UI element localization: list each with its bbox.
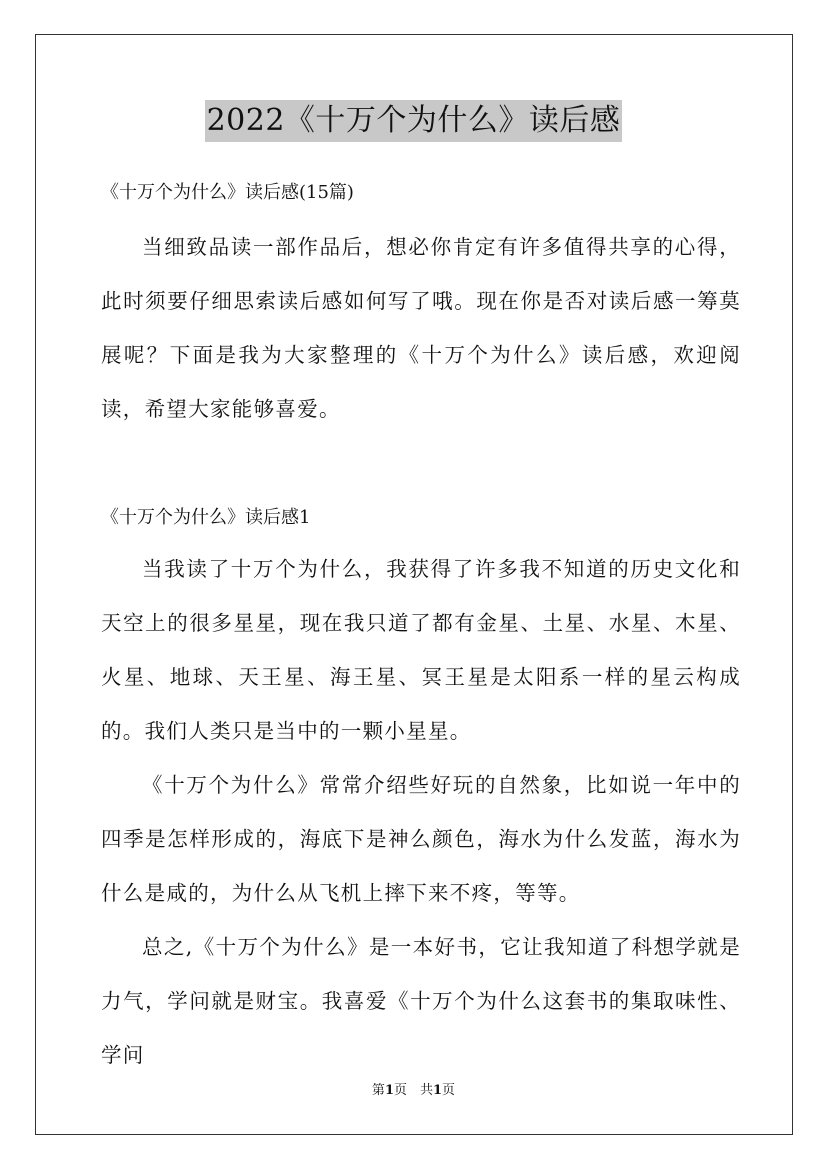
page-total: 1 <box>433 1083 443 1098</box>
page-number: 1 <box>384 1083 394 1098</box>
document-title-block <box>0 100 827 142</box>
section-heading: 《十万个为什么》读后感1 <box>101 507 311 528</box>
page-mid: 页 共 <box>393 1083 433 1098</box>
intro-paragraph: 当细致品读一部作品后，想必你肯定有许多值得共享的心得，此时须要仔细思索读后感如何写了哦。现在你是否对读后感一筹莫展呢？下面是我为大家整理的《十万个为什么》读后感，欢迎阅读，希望大家能够喜爱。 <box>101 235 741 421</box>
page-prefix: 第 <box>371 1083 385 1098</box>
page-suffix: 页 <box>442 1083 456 1098</box>
document-body <box>101 175 741 1082</box>
document-title: 2022《十万个为什么》读后感 <box>205 100 623 142</box>
document-subtitle: 《十万个为什么》读后感(15篇) <box>101 182 354 203</box>
body-paragraph-2: 《十万个为什么》常常介绍些好玩的自然象，比如说一年中的四季是怎样形成的，海底下是神么颜色，海水为什么发蓝，海水为什么是咸的，为什么从飞机上摔下来不疼，等等。 <box>101 773 741 905</box>
body-paragraph-3: 总之,《十万个为什么》是一本好书，它让我知道了科想学就是力气，学问就是财宝。我喜爱《十万个为什么这套书的集取味性、学问 <box>101 935 741 1067</box>
body-paragraph-1: 当我读了十万个为什么，我获得了许多我不知道的历史文化和天空上的很多星星，现在我只道了都有金星、土星、水星、木星、火星、地球、天王星、海王星、冥王星是太阳系一样的星云构成的。我们人类只是当中的一颗小星星。 <box>101 557 741 743</box>
page-footer <box>0 1082 827 1100</box>
